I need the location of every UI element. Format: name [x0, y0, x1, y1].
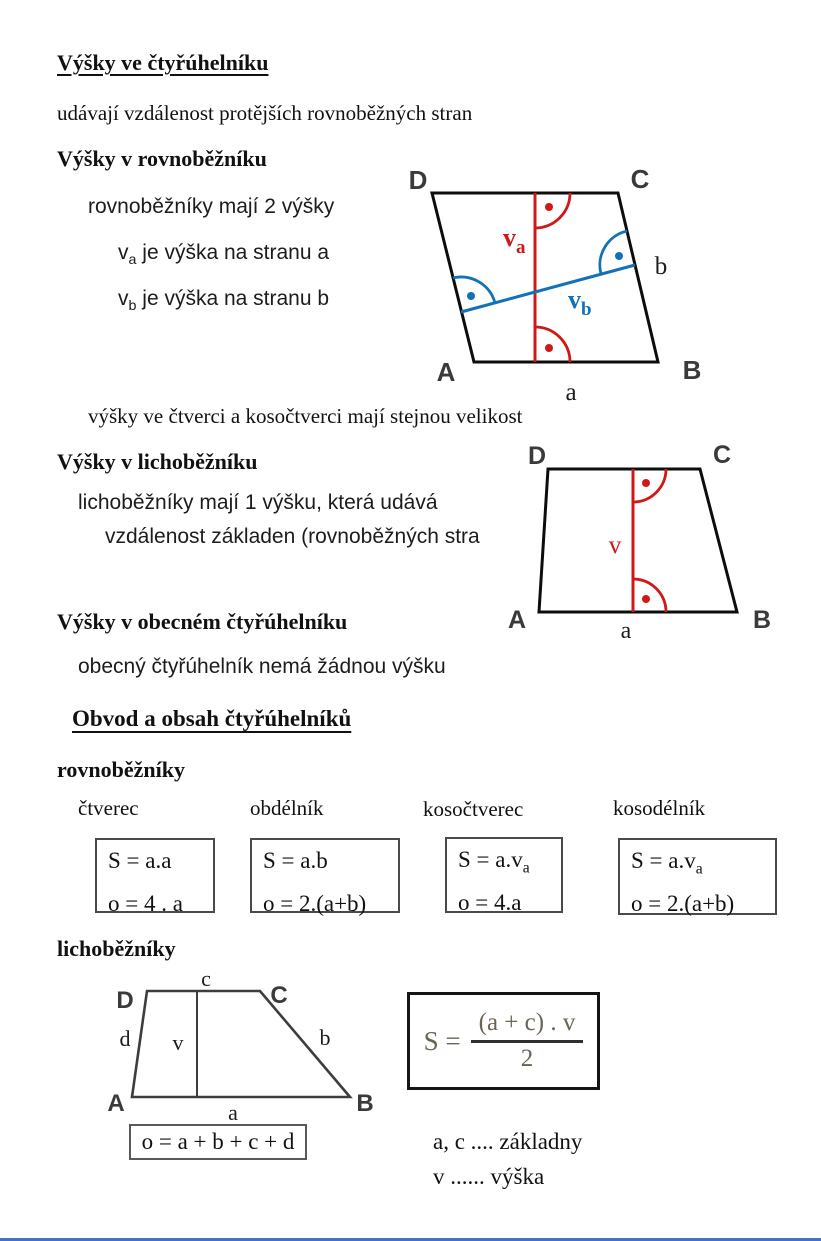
side-label-a: a [565, 379, 577, 406]
note-vb: $v_b$ je výška na stranu b [118, 287, 330, 315]
vertex-label-b: B [682, 355, 702, 385]
right-angle-dot-icon [545, 344, 553, 352]
right-angle-dot-icon [642, 479, 650, 487]
section-heading-parallelogram: Výšky v rovnoběžníku [57, 146, 267, 171]
formula-box-rectangle [250, 838, 400, 916]
trapezoid-outline [539, 469, 737, 612]
vertex-label-b: B [752, 606, 772, 634]
trapezoid-perimeter-box: o = a + b + c + d [129, 1124, 307, 1160]
height-label-vb: $v_b$ [568, 285, 592, 320]
subheading-trapezoids: lichoběžníky [57, 936, 176, 961]
vertex-label-c: C [270, 982, 288, 1009]
right-angle-arc-icon [633, 579, 666, 612]
page-title: Výšky ve čtyřúhelníku [57, 50, 269, 75]
shape-name-rhombus: kosočtverec [423, 797, 524, 821]
perimeter-formula: o = 4.a [458, 889, 522, 915]
side-label-a: a [620, 618, 632, 644]
legend [433, 1124, 582, 1194]
trapezoid-height-diagram [500, 442, 821, 650]
right-angle-dot-icon [615, 252, 623, 260]
side-label-b: b [319, 1025, 331, 1050]
note-two-heights: rovnoběžníky mají 2 výšky [88, 195, 335, 218]
trapezoid-area-formula-box [407, 992, 600, 1090]
height-label-v: v [608, 532, 622, 559]
subheading-parallelograms: rovnoběžníky [57, 757, 185, 782]
side-label-d: d [119, 1026, 131, 1051]
section-heading-trapezoid: Výšky v lichoběžníku [57, 449, 258, 474]
fraction-numerator: (a + c) . v [478, 1009, 576, 1036]
side-label-a: a [228, 1100, 238, 1125]
area-formula: $S = a.v_a$ [631, 848, 703, 878]
perimeter-formula: o = 2.(a+b) [263, 890, 367, 916]
vertex-label-a: A [107, 1090, 125, 1117]
trapezoid-sides-diagram [95, 955, 425, 1140]
section-heading-general: Výšky v obecném čtyřúhelníku [57, 609, 348, 634]
shape-name-square: čtverec [78, 796, 139, 820]
vertex-label-d: D [408, 165, 428, 195]
area-formula: S = a.b [263, 848, 328, 873]
area-formula: S = a.a [108, 848, 172, 873]
right-angle-arc-icon [535, 327, 570, 362]
vertex-label-c: C [712, 442, 732, 469]
note-general: obecný čtyřúhelník nemá žádnou výšku [78, 655, 446, 678]
area-formula: $S = a.v_a$ [458, 847, 530, 877]
legend-height: v ...... výška [433, 1164, 545, 1189]
side-label-c: c [201, 966, 211, 991]
right-angle-arc-icon [633, 469, 666, 502]
right-angle-dot-icon [545, 203, 553, 211]
note-trapezoid-1: lichoběžníky mají 1 výšku, která udává [78, 491, 438, 514]
formula-box-rhomboid [618, 838, 777, 915]
vertex-label-c: C [630, 164, 650, 194]
parallelogram-diagram [400, 162, 820, 410]
formula-box-square [95, 838, 215, 916]
fraction [471, 1009, 584, 1073]
legend-bases: a, c .... základny [433, 1129, 583, 1154]
formula-box-rhombus [445, 837, 563, 913]
intro-text: udávají vzdálenost protějších rovnoběžných stran [57, 101, 473, 125]
vertex-label-a: A [436, 357, 456, 387]
note-equal-heights: výšky ve čtverci a kosočtverci mají stejnou velikost [88, 404, 523, 428]
shape-name-rhomboid: kosodélník [613, 796, 706, 820]
perimeter-formula: o = 4 . a [108, 890, 183, 916]
formula-lhs: S = [423, 1025, 461, 1056]
note-trapezoid-2: vzdálenost základen (rovnoběžných stra [105, 525, 480, 548]
note-va: $v_a$ je výška na stranu a [118, 241, 330, 269]
right-angle-dot-icon [467, 292, 475, 300]
side-label-b: b [654, 253, 668, 280]
right-angle-dot-icon [642, 595, 650, 603]
height-label-va: $v_a$ [503, 223, 526, 258]
right-angle-arc-icon [535, 193, 570, 228]
fraction-denominator: 2 [520, 1045, 534, 1072]
vertex-label-a: A [507, 606, 527, 634]
perimeter-formula: o = 2.(a+b) [631, 890, 735, 916]
trapezoid-outline [132, 991, 350, 1097]
section-heading-perimeter-area: Obvod a obsah čtyřúhelníků [72, 706, 352, 731]
shape-name-rectangle: obdélník [250, 796, 324, 820]
height-label-v: v [172, 1030, 184, 1055]
vertex-label-d: D [527, 442, 547, 470]
vertex-label-b: B [356, 1090, 374, 1117]
vertex-label-d: D [116, 987, 134, 1014]
